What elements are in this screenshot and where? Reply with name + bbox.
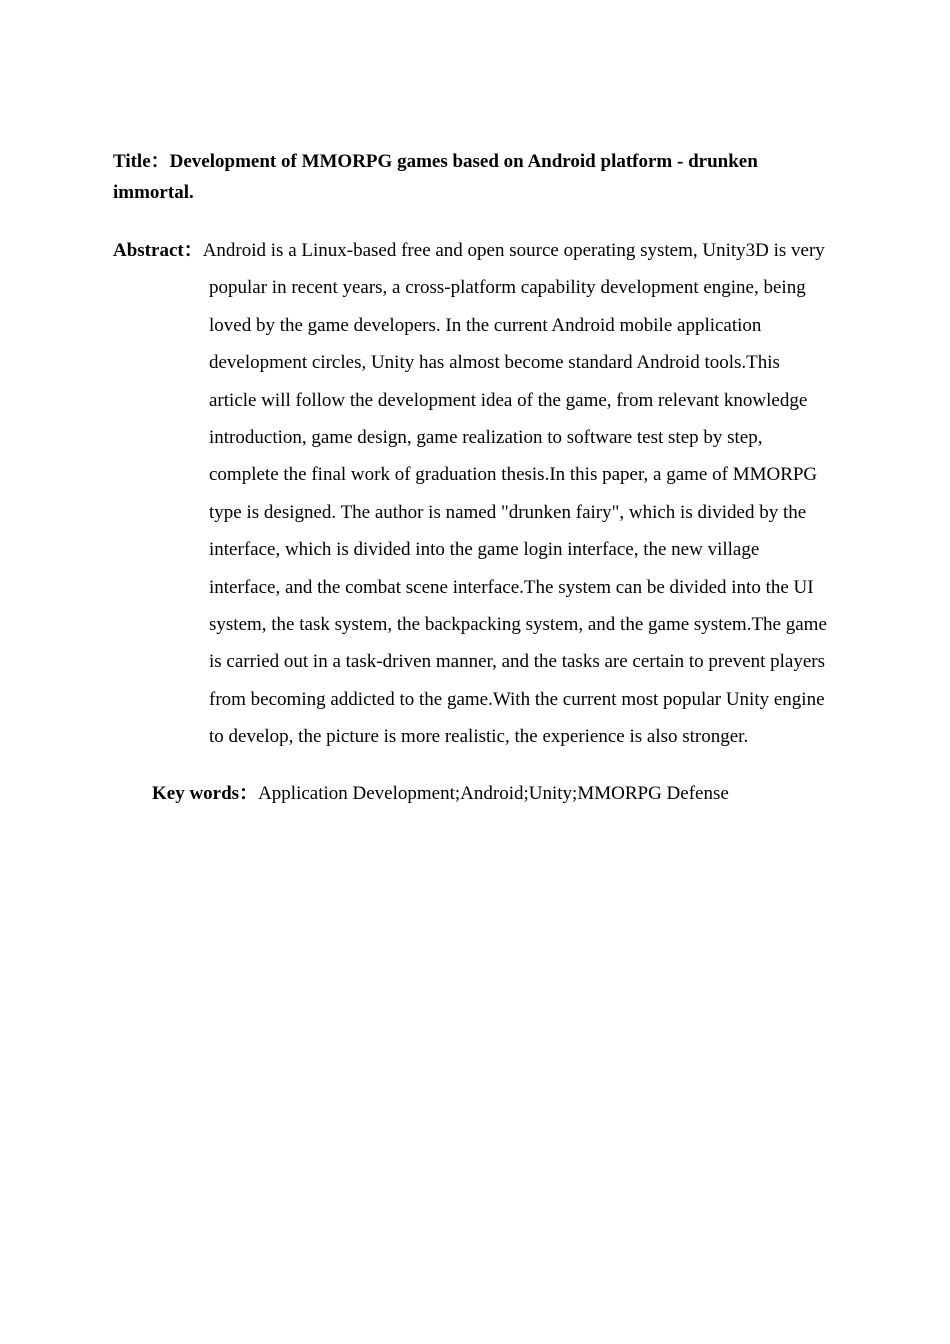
keywords-label: Key words： — [152, 783, 259, 804]
abstract-text-line-1: Android is a Linux-based free and open source operating system, Unity3D is very — [202, 240, 825, 261]
abstract-line: to develop, the picture is more realistic, the experience is also stronger. — [209, 726, 749, 748]
abstract-line: loved by the game developers. In the current Android mobile application — [209, 314, 762, 336]
title-text-line-1: Development of MMORPG games based on Android platform - drunken — [169, 151, 758, 172]
title-text-line-2: immortal. — [113, 182, 194, 203]
title-line-1 — [113, 146, 813, 177]
abstract-line: popular in recent years, a cross-platform capability development engine, being — [209, 277, 806, 299]
abstract-line: article will follow the development idea of the game, from relevant knowledge — [209, 389, 808, 411]
abstract-line: introduction, game design, game realization to software test step by step, — [209, 427, 763, 449]
title-label: Title： — [113, 151, 170, 172]
abstract-block — [113, 232, 835, 756]
abstract-line: from becoming addicted to the game.With the current most popular Unity engine — [209, 688, 825, 710]
abstract-line: interface, and the combat scene interface.The system can be divided into the UI — [209, 576, 814, 598]
abstract-line: interface, which is divided into the game login interface, the new village — [209, 539, 760, 561]
abstract-line-1 — [113, 232, 835, 269]
title-block — [113, 146, 813, 208]
abstract-body — [113, 269, 835, 755]
keywords-text: Application Development;Android;Unity;MMORPG Defense — [258, 783, 729, 804]
abstract-line: complete the final work of graduation thesis.In this paper, a game of MMORPG — [209, 464, 818, 486]
abstract-line: system, the task system, the backpacking system, and the game system.The game — [209, 614, 827, 636]
abstract-line: is carried out in a task-driven manner, and the tasks are certain to prevent players — [209, 651, 825, 673]
abstract-line: development circles, Unity has almost become standard Android tools.This — [209, 352, 780, 374]
abstract-line: type is designed. The author is named "drunken fairy", which is divided by the — [209, 501, 807, 523]
keywords-block — [152, 779, 852, 809]
abstract-label: Abstract： — [113, 240, 203, 261]
